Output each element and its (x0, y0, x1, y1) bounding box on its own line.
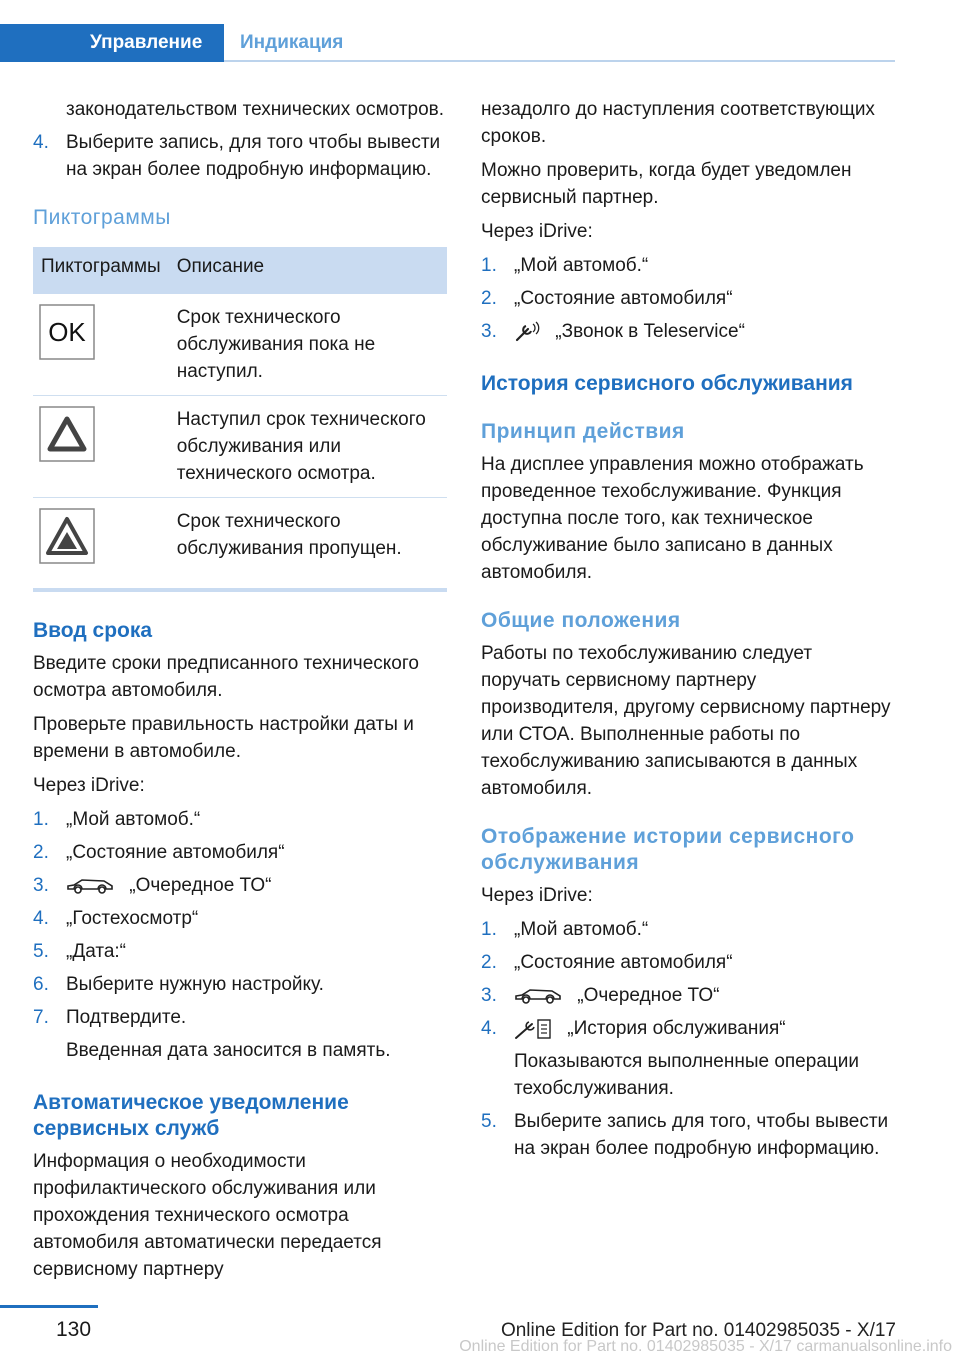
list-text: „Очередное ТО“ (577, 985, 720, 1006)
paragraph: Через iDrive: (481, 885, 593, 906)
list-item (481, 949, 895, 976)
list-text: Выберите запись для того, чтобы вывести на экран более подробную информацию. (514, 1111, 889, 1159)
list-item (33, 806, 447, 833)
table-row (33, 294, 447, 396)
list-item (33, 938, 447, 965)
list-item (33, 839, 447, 866)
list-text: „Дата:“ (66, 941, 127, 962)
list-item (481, 318, 895, 345)
paragraph: незадолго до наступления соответствующих сроков. (481, 99, 875, 147)
paragraph: Информация о необходимости профилактического обслуживания или прохождения технического осмотра автомобиля автоматически передается сервисному партнеру (33, 1151, 382, 1280)
list-item (33, 971, 447, 998)
list-text: „Мой автомоб.“ (514, 919, 649, 940)
tab-displays[interactable]: Индикация (240, 32, 344, 53)
table-cell-icon (33, 294, 169, 396)
list-item-continuation (33, 96, 447, 123)
list-text: Подтвердите. (66, 1007, 187, 1028)
list-number: 5. (33, 941, 49, 962)
list-number: 2. (481, 288, 497, 309)
display-history-heading: Отображение истории сервисного обслуживания (481, 825, 855, 874)
list-item (481, 1108, 895, 1162)
list-text: „Состояние автомобиля“ (514, 288, 733, 309)
list-text: „Звонок в Teleservice“ (555, 321, 745, 342)
footer-rule (0, 1305, 98, 1308)
list-number: 4. (33, 908, 49, 929)
list-item (481, 285, 895, 312)
footer-watermark: Online Edition for Part no. 01402985035 - X/17 carmanualsonline.info (459, 1338, 952, 1355)
continuation-text: законодательством технических осмотров. (66, 99, 445, 120)
list-number: 1. (481, 255, 497, 276)
table-cell-desc: Срок технического обслуживания пока не наступил. (169, 294, 447, 396)
list-text: „История обслуживания“ (567, 1018, 786, 1039)
list-number: 2. (33, 842, 49, 863)
list-number: 5. (481, 1111, 497, 1132)
header-rule (224, 60, 895, 62)
table-bottom-rule (33, 588, 447, 592)
history-heading: История сервисного обслуживания (481, 372, 853, 395)
table-header-row (33, 247, 447, 294)
table-cell-icon (33, 498, 169, 589)
list-number: 1. (481, 919, 497, 940)
date-steps-list (33, 806, 447, 1064)
date-heading: Ввод срока (33, 619, 153, 642)
principle-heading: Принцип действия (481, 420, 685, 443)
table-row (33, 396, 447, 498)
left-column (33, 96, 447, 1290)
display-steps-list (481, 916, 895, 1162)
paragraph: Проверьте правильность настройки даты и времени в автомобиле. (33, 714, 414, 762)
paragraph: Можно проверить, когда будет уведомлен сервисный партнер. (481, 160, 852, 208)
table-cell-desc: Срок технического обслуживания пропущен. (176, 511, 402, 559)
tab-controls[interactable]: Управление (0, 24, 224, 62)
car-service-icon (66, 876, 114, 896)
list-number: 7. (33, 1007, 49, 1028)
list-number: 4. (33, 132, 49, 153)
list-text: Выберите нужную настройку. (66, 974, 324, 995)
pictogram-table (33, 247, 447, 588)
list-subtext: Показываются выполненные операции техобслуживания. (514, 1051, 859, 1099)
list-item (481, 916, 895, 943)
auto-notification-heading: Автоматическое уведомление сервисных служб (33, 1091, 349, 1140)
service-history-icon (514, 1018, 552, 1040)
list-item (481, 982, 895, 1009)
paragraph: Через iDrive: (33, 775, 145, 796)
footer-edition: Online Edition for Part no. 01402985035 - X/17 (500, 1320, 896, 1341)
list-number: 1. (33, 809, 49, 830)
list-number: 6. (33, 974, 49, 995)
list-text: Выберите запись, для того чтобы вывести на экран более подробную информацию. (66, 132, 441, 180)
notify-steps-list (481, 252, 895, 345)
list-number: 2. (481, 952, 497, 973)
car-service-icon (514, 986, 562, 1006)
list-text: „Состояние автомобиля“ (66, 842, 285, 863)
header-tabs (0, 24, 895, 62)
table-cell-icon (33, 396, 169, 498)
list-number: 3. (481, 321, 497, 342)
list-item (33, 905, 447, 932)
list-item (33, 872, 447, 899)
list-text: „Гостехосмотр“ (66, 908, 199, 929)
list-text: „Очередное ТО“ (129, 875, 272, 896)
list-number: 3. (481, 985, 497, 1006)
paragraph: Введите сроки предписанного технического осмотра автомобиля. (33, 653, 419, 701)
list-text: „Мой автомоб.“ (514, 255, 649, 276)
table-header-icon: Пиктограммы (41, 256, 161, 277)
table-cell-desc: Наступил срок технического обслуживания или технического осмотра. (169, 396, 447, 498)
pictograms-heading: Пиктограммы (33, 206, 171, 229)
paragraph: Через iDrive: (481, 221, 593, 242)
triangle-icon (39, 406, 95, 462)
wrench-call-icon (514, 321, 540, 343)
paragraph: Работы по техобслуживанию следует поручать сервисному партнеру производителя, другому сервисному партнеру или СТОА. Выполненные работы по техобслуживанию записываются в данных автомобиля. (481, 643, 891, 799)
svg-text:OK: OK (48, 317, 86, 347)
list-item (33, 129, 447, 183)
general-heading: Общие положения (481, 609, 681, 632)
list-number: 4. (481, 1018, 497, 1039)
list-text: „Состояние автомобиля“ (514, 952, 733, 973)
page-number: 130 (56, 1318, 92, 1341)
list-item (481, 252, 895, 279)
paragraph: На дисплее управления можно отображать проведенное техобслуживание. Функция доступна после того, как техническое обслуживание было записано в данных автомобиля. (481, 454, 864, 583)
ok-icon (39, 304, 95, 360)
list-item (481, 1015, 895, 1102)
list-item (33, 1004, 447, 1064)
table-header-desc: Описание (176, 256, 265, 277)
triangle-filled-icon (39, 508, 95, 564)
right-column (481, 96, 895, 1168)
list-text: „Мой автомоб.“ (66, 809, 201, 830)
list-subtext: Введенная дата заносится в память. (66, 1040, 391, 1061)
list-number: 3. (33, 875, 49, 896)
table-row (33, 498, 447, 589)
